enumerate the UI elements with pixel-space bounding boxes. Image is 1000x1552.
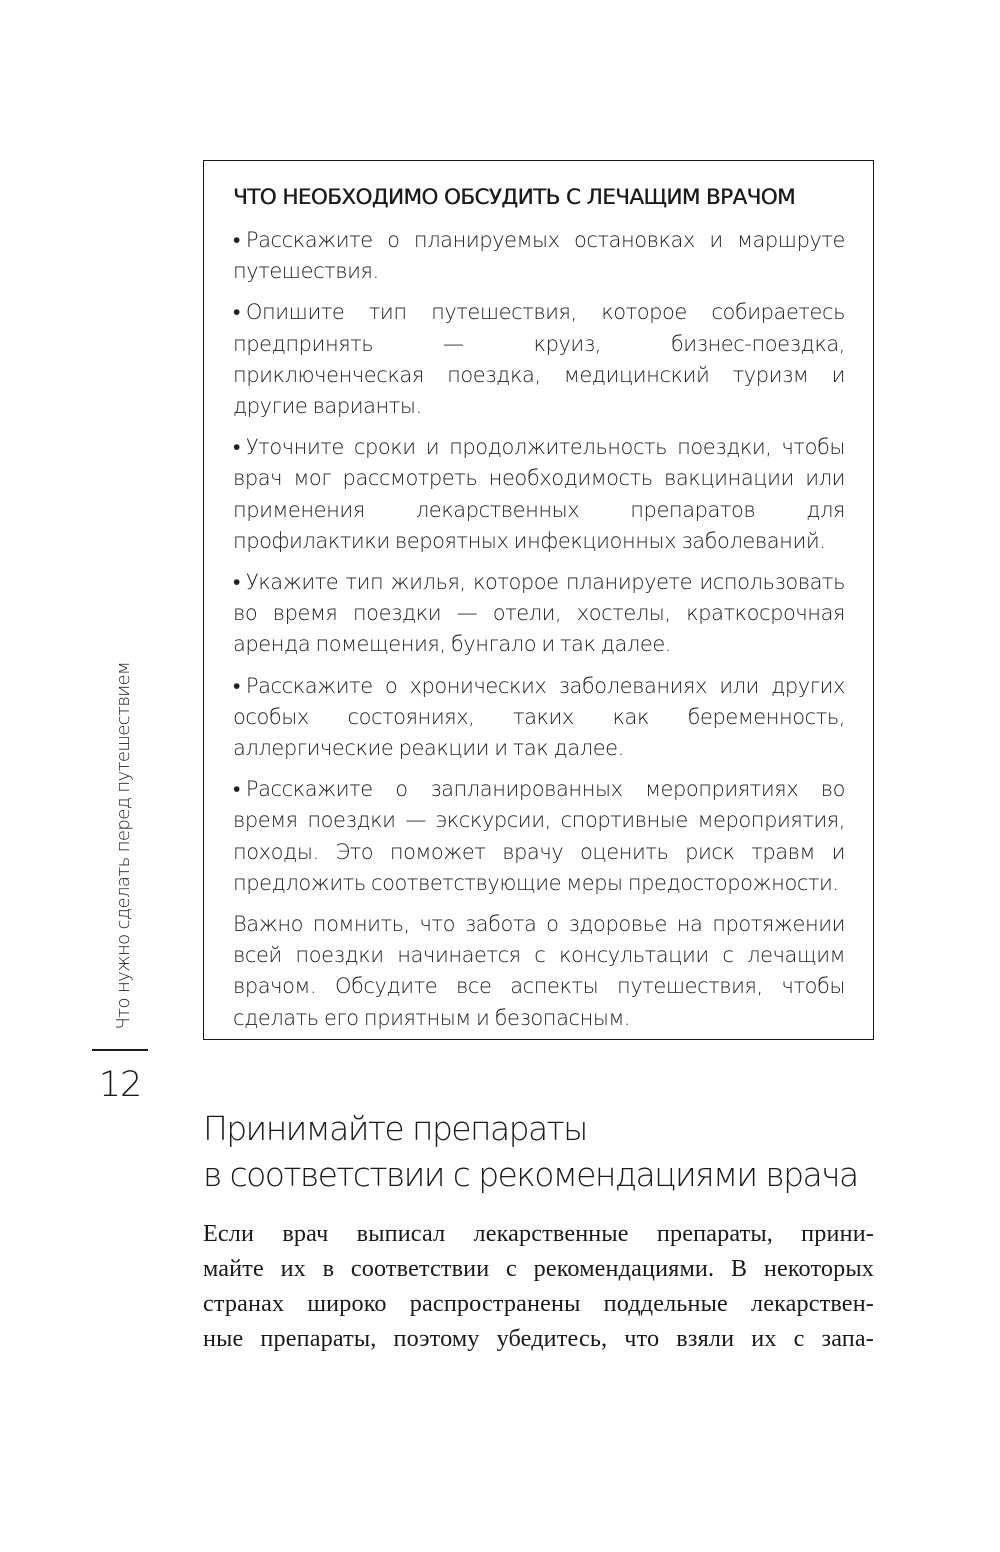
note-item-text: Расскажите о запланированных мероприятиях во время поездки — экскурсии, спортивные мероприятия, походы. Это поможет врачу оценить риск травм и предложить соответствующие меры предосторожности. bbox=[233, 777, 845, 895]
bullet-icon: • bbox=[233, 777, 240, 802]
note-item-text: Уточните сроки и продолжительность поездки, чтобы врач мог рассмотреть необходимость вакцинации или применения лекарственных препаратов для профилактики вероятных инфекционных заболеваний. bbox=[233, 435, 845, 553]
note-closing-paragraph: Важно помнить, что забота о здоровье на протяжении всей поездки начинается с консультации с лечащим врачом. Обсудите все аспекты путешествия, чтобы сделать его приятным и безопасным. bbox=[233, 912, 845, 1030]
note-title: ЧТО НЕОБХОДИМО ОБСУДИТЬ С ЛЕЧАЩИМ ВРАЧОМ bbox=[233, 185, 795, 210]
body-line: майте их в соответствии с рекомендациями. В некоторых bbox=[203, 1255, 874, 1282]
doctor-discussion-box bbox=[203, 160, 874, 1040]
note-item-text: Опишите тип путешествия, которое собираетесь предпринять — круиз, бизнес-поездка, приключенческая поездка, медицинский туризм и другие варианты. bbox=[233, 300, 845, 419]
note-item-text: Расскажите о хронических заболеваниях или других особых состояниях, таких как беременность, аллергические реакции и так далее. bbox=[233, 673, 845, 761]
note-item-text: Укажите тип жилья, которое планируете использовать во время поездки — отели, хостелы, краткосрочная аренда помещения, бунгало и так далее. bbox=[233, 570, 845, 657]
note-item-conditions bbox=[233, 671, 845, 765]
note-item-route bbox=[233, 225, 845, 287]
note-item-accommodation bbox=[233, 567, 845, 661]
note-item-text: Расскажите о планируемых остановках и маршруте путешествия. bbox=[233, 228, 845, 284]
body-line: Если врач выписал лекарственные препараты, прини- bbox=[203, 1220, 874, 1247]
page-number: 12 bbox=[98, 1065, 142, 1105]
section-heading-line-2: в соответствии с рекомендациями врача bbox=[203, 1155, 858, 1194]
bullet-icon: • bbox=[233, 673, 240, 698]
note-item-activities bbox=[233, 774, 845, 899]
section-heading-line-1: Принимайте препараты bbox=[203, 1109, 587, 1148]
bullet-icon: • bbox=[233, 570, 240, 595]
running-header bbox=[108, 662, 140, 1034]
note-item-trip-type bbox=[233, 297, 845, 422]
bullet-icon: • bbox=[233, 300, 240, 325]
folio-divider bbox=[92, 1049, 148, 1051]
body-line: странах широко распространены поддельные лекарствен- bbox=[203, 1290, 874, 1317]
bullet-icon: • bbox=[233, 228, 240, 252]
bullet-icon: • bbox=[233, 435, 240, 460]
body-line: ные препараты, поэтому убедитесь, что взяли их с запа- bbox=[203, 1325, 874, 1352]
body-paragraph bbox=[203, 1216, 874, 1356]
note-item-dates bbox=[233, 432, 845, 557]
running-header-text: Что нужно сделать перед путешествием bbox=[113, 662, 134, 1030]
section-heading bbox=[203, 1106, 903, 1198]
